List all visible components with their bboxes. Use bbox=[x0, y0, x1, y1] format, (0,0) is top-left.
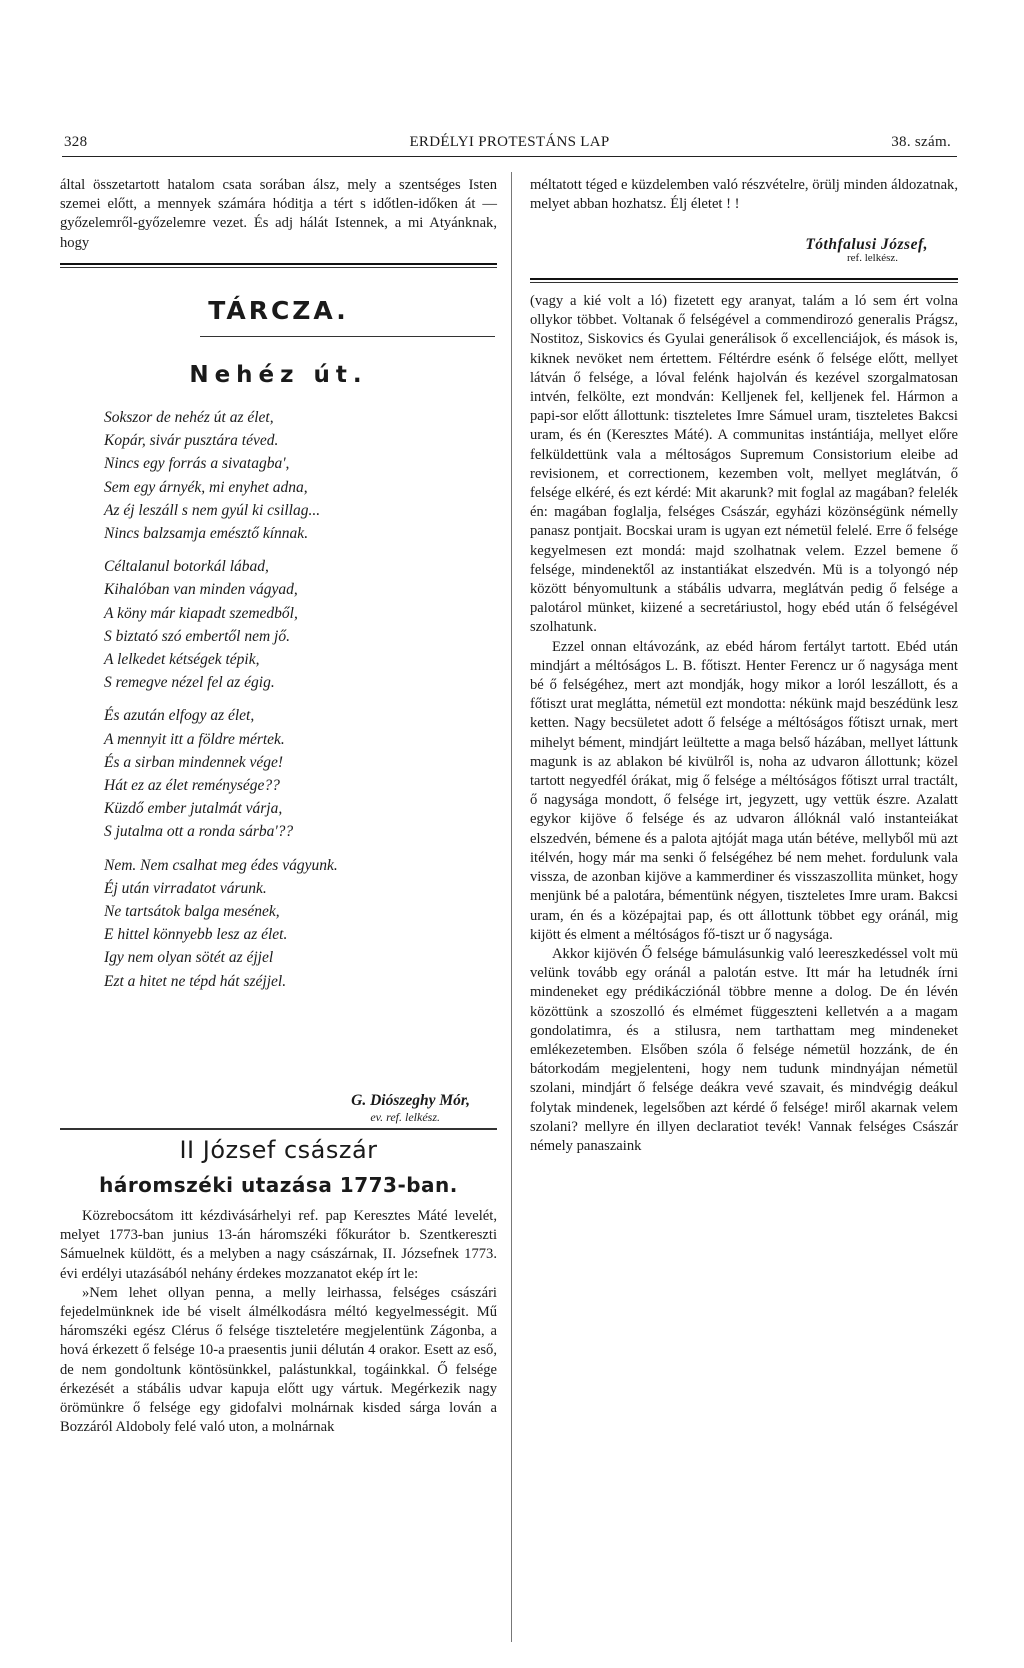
poem-line: A lelkedet kétségek tépik, bbox=[104, 651, 260, 669]
poem-line: Kopár, sivár pusztára téved. bbox=[104, 432, 279, 450]
poem-line: És a sirban mindennek vége! bbox=[104, 753, 284, 771]
section-rule-left bbox=[60, 263, 497, 265]
poem-line: Kihalóban van minden vágyad, bbox=[104, 581, 298, 599]
top-signature-name: Tóthfalusi József, bbox=[805, 236, 928, 253]
poem-line: Nincs egy forrás a sivatagba', bbox=[104, 455, 290, 473]
poem-line: A mennyit itt a földre mértek. bbox=[104, 730, 285, 748]
poem-line: Küzdő ember jutalmát várja, bbox=[104, 800, 283, 818]
left-top-paragraph bbox=[60, 176, 497, 253]
article-subtitle: háromszéki utazása 1773-ban. bbox=[99, 1173, 458, 1197]
poem-line: E hittel könnyebb lesz az élet. bbox=[104, 926, 288, 944]
poem-signature bbox=[60, 1092, 470, 1125]
journal-title: ERDÉLYI PROTESTÁNS LAP bbox=[409, 134, 610, 150]
top-signature bbox=[530, 236, 928, 264]
section-title: TÁRCZA. bbox=[208, 296, 349, 325]
poem-stanza bbox=[104, 704, 494, 843]
section-rule-right-thin bbox=[530, 282, 958, 283]
poem-line: Ezt a hitet ne tépd hát széjjel. bbox=[104, 972, 287, 990]
poem-line: A köny már kiapadt szemedből, bbox=[104, 604, 298, 622]
article-paragraph: Közrebocsátom itt kézdivásárhelyi ref. pap Keresztes Máté levelét, melyet 1773-ban junius 13-án háromszéki főkurátor b. Szentkereszti Sámuelnek küldött, és a melyben a nagy császárnak, II. Józsefnek 1773. évi erdélyi utazásából nehány érdekes mozzanatot ekép írt le: bbox=[60, 1208, 497, 1282]
poem-line: Igy nem olyan sötét az éjjel bbox=[104, 949, 274, 967]
poem-line: Nincs balzsamja emésztő kínnak. bbox=[104, 525, 309, 543]
header-rule bbox=[62, 156, 957, 157]
section-title-rule bbox=[200, 336, 495, 337]
top-signature-role: ref. lelkész. bbox=[847, 252, 898, 264]
article-paragraph: Ezzel onnan eltávozánk, az ebéd három fertályt tartott. Ebéd után mindjárt a méltóságos L. B. főtiszt. Henter Ferencz ur ő nagysága ment bé ő felségéhez, mert azt mondják, hogy mikor a loról leszállott, és a főtiszt urat meglátta, németül ezt mondotta: nékünk majd beszédünk lesz ketten. Nagy becsületet adott ő felsége a méltóságos főtiszt urnak, mert mihelyt bément, mindjárt leültette a maga belső házában, mellyet láttunk magunk is az ablakon bé kivülről is, noha az udvaron állottunk; közel tartott negyedfél órákat, mig ő felsége a méltóságos főtiszt urral tractált, ő nagysága mondott, ő felsége irt, jegyzett, ugy vettük észre. Azalatt egykor kijöve ő felsége és az udvaron állóknál való instanteiákat elszedvén, bémene és a palota ajtóját maga után bétéve, mellyből mü azt itélvén, hogy már ma senki ő felségéhez bé nem mehet. fordulunk vala vissza, de azonban kijöve a kammerdiner és visszaszollita münket, hogy menjünk bé a palotára, bémentünk négyen, tiszteletes Imre uram. Bakcsi uram, én és a középajtai pap, és ott állottunk többet egy oránál, mig kijött és elment a méltóságos fő-tiszt ur ő nagysága. bbox=[530, 638, 958, 943]
right-top-text: méltatott téged e küzdelemben való részvételre, örülj minden áldozatnak, melyet abban hozhatsz. Élj életet ! ! bbox=[530, 177, 958, 213]
poem-line: Ne tartsátok balga mesének, bbox=[104, 903, 280, 921]
column-divider bbox=[511, 172, 512, 1642]
article-left-column bbox=[60, 1207, 497, 1437]
poem-line: Céltalanul botorkál lábad, bbox=[104, 558, 269, 576]
poem-line: Az éj leszáll s nem gyúl ki csillag... bbox=[104, 501, 321, 519]
poem-line: Sem egy árnyék, mi enyhet adna, bbox=[104, 478, 308, 496]
poem-line: S remegve nézel fel az égig. bbox=[104, 674, 275, 692]
section-rule-right bbox=[530, 278, 958, 280]
page-header bbox=[62, 134, 957, 156]
article-right-column bbox=[530, 292, 958, 1156]
poem-signature-name: G. Diószeghy Mór, bbox=[351, 1092, 470, 1109]
poem-line: Éj után virradatot várunk. bbox=[104, 879, 267, 897]
article-paragraph: Akkor kijövén Ő felsége bámulásunkig való leereszkedéssel volt mü velünk tovább egy oránál a palotán estve. Itt már ha letudnék írni mindeneket egy prédikácziónál többre menne a dolog. De én lévén közöttünk a szoszolló és elmémet függeszteni kelletvén a a magam gondolatimra, és a stilusra, nem tarthattam meg mindeneket emlékezetemben. Elsőben szóla ő felsége németül hozzánk, de én bátorkodám megjelenteni, hogy nem tudunk mindnyájan németül szolani, mindjárt ő felsége deákra vevé szavait, és mindvégig deákul folytak mindenek, legelsőben azt kérdé ő felsége! miről akarnak velem szolani? mellyre én illyen declaratiot tevék! Vannak felséges Császár némely panaszaink bbox=[530, 945, 958, 1154]
article-paragraph: (vagy a kié volt a ló) fizetett egy aranyat, talám a ló sem ért volna ollykor többet. Voltanak ő felségével a commendirozó generalis Prágsz, Nostitoz, Siskovics és Gyulai generálisok ő excellenciájok, és mások is, kiknek nevöket nem értettem. Féltérdre esénk ő felsége előtt, mellyet látván ő felsége, a lóval felénk hajolván és kezével szorgalmatosan intvén, felkölte, ezt mondván: Kelljenek fel, kelljenek fel. Hármon a papi-sor előtt állottunk: tiszteletes Imre Sámuel uram, tiszteletes Bakcsi uram, és én (Keresztes Máté). A communitas instántiája, mellyet előre felküldettünk vala a méltoságos Supremum Consistorium eleibe ad revisionem, et correctionem, kezemben volt, mellyet meglátván, ő felsége elkéré, és ezt kérdé: Mit akarunk? mit foglal az magában? felelék én: magában foglalja, felséges Császár, egyházi közönségünk némelly panasz pontjait. Bocskai uram is ugyan ezt németül felelé. Erre ő felsége kegyelmesen ezt mondá: majd szolhatnak velem. Ezzel bemene ő felsége, mindenektől az instantiákat elszedvén. Mü is a tolyongó nép között bényomultunk a stábális udvarra, meglátván pedig ő felsége a palotárol münket, kiizené a secretáriustol, hogy ebéd után ő felségével szolhatunk. bbox=[530, 293, 958, 636]
poem-line: Hát ez az élet reménysége?? bbox=[104, 777, 280, 795]
poem-signature-role: ev. ref. lelkész. bbox=[370, 1110, 440, 1124]
article-paragraph: »Nem lehet ollyan penna, a melly leirhassa, felséges császári fejedelmünknek ide bé viselt álmélkodásra méltó kegyelmességit. Mű háromszéki egész Clérus ő felsége tiszteletére megjelentünk Zágonba, a hová érkezett ő felsége 10-a praesentis junii délután 4 orakor. Esett az eső, de nem gondoltunk köntösünkkel, palástunkkal, togáinkkal. Ő felsége érkezését a stábális udvar kapuja előtt ugy vártuk. Megérkezik nagy örömünkre ő felsége egy gidofalvi molnárnak kisded sárga lován a Bozzáról Aldoboly felé való uton, a molnárnak bbox=[60, 1284, 497, 1436]
poem-line: S biztató szó embertől nem jő. bbox=[104, 627, 290, 645]
poem-stanza bbox=[104, 854, 494, 993]
poem-line: Nem. Nem csalhat meg édes vágyunk. bbox=[104, 856, 338, 874]
poem-body bbox=[104, 406, 494, 1003]
poem-stanza bbox=[104, 555, 494, 694]
section-rule-left-thin bbox=[60, 267, 497, 268]
poem-line: S jutalma ott a ronda sárba'?? bbox=[104, 823, 294, 841]
left-top-text: által összetartott hatalom csata sorában álsz, mely a szentséges Isten szemei előtt, a mennyek számára hóditja a tért s időtlen-időken át — győzelemről-győzelemre vezet. És adj hálát Istennek, a mi Atyánknak, hogy bbox=[60, 177, 497, 251]
poem-line: Sokszor de nehéz út az élet, bbox=[104, 409, 274, 426]
poem-line: És azután elfogy az élet, bbox=[104, 707, 255, 725]
poem-end-rule bbox=[60, 1128, 497, 1130]
issue-number: 38. szám. bbox=[891, 134, 951, 150]
page-number: 328 bbox=[64, 134, 88, 150]
article-title: II József császár bbox=[179, 1136, 378, 1164]
poem-stanza bbox=[104, 406, 494, 545]
right-top-paragraph bbox=[530, 176, 958, 214]
poem-title: Nehéz út. bbox=[189, 362, 368, 388]
